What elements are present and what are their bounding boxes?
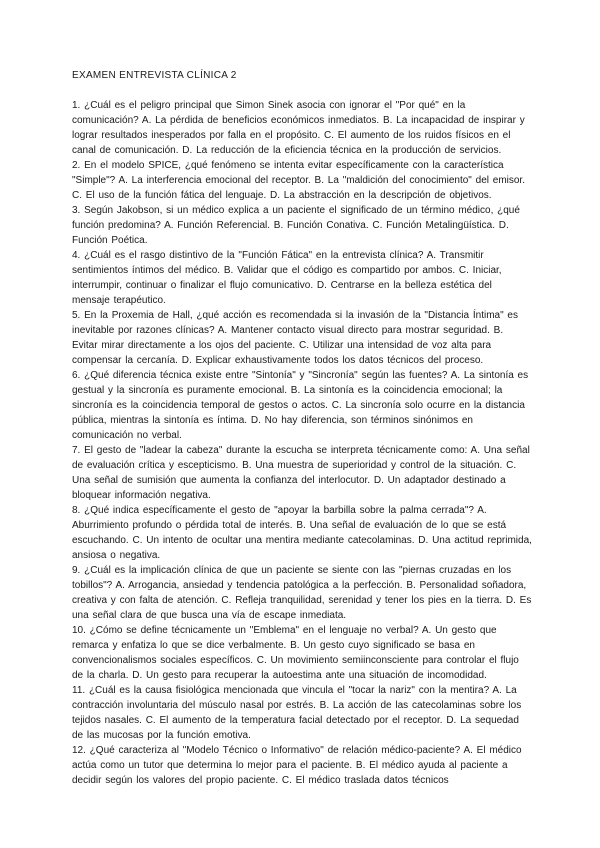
question-4: 4. ¿Cuál es el rasgo distintivo de la "Función Fática" en la entrevista clínica? A. Transmitir sentimientos íntimos del médico. B. Validar que el código es compartido por ambos. C. Iniciar, interrumpir, continuar o finalizar el flujo comunicativo. D. Centrarse en la belleza estética del mensaje terapéutico. — [72, 250, 502, 306]
question-2: 2. En el modelo SPICE, ¿qué fenómeno se intenta evitar específicamente con la característica "Simple"? A. La interferencia emocional del receptor. B. La "maldición del conocimiento" del emisor. C. El uso de la función fática del lenguaje. D. La abstracción en la descripción de objetivos. — [72, 160, 525, 201]
question-5: 5. En la Proxemia de Hall, ¿qué acción es recomendada si la invasión de la "Distancia Íntima" es inevitable por razones clínicas? A. Mantener contacto visual directo para mostrar seguridad. B. Evitar mirar directamente a los ojos del paciente. C. Utilizar una intensidad de voz alta para compensar la cercanía. D. Explicar exhaustivamente todos los datos técnicos del proceso. — [72, 310, 518, 366]
question-3: 3. Según Jakobson, si un médico explica a un paciente el significado de un término médico, ¿qué función predomina? A. Función Referencial. B. Función Conativa. C. Función Metalingüística. D. Función Poética. — [72, 205, 520, 246]
question-1: 1. ¿Cuál es el peligro principal que Simon Sinek asocia con ignorar el "Por qué" en la comunicación? A. La pérdida de beneficios económicos inmediatos. B. La incapacidad de inspirar y lograr resultados inesperados por falla en el propósito. C. El aumento de los ruidos físicos en el canal de comunicación. D. La reducción de la eficiencia técnica en la producción de servicios. — [72, 100, 525, 156]
exam-page — [72, 68, 532, 788]
question-9: 9. ¿Cuál es la implicación clínica de que un paciente se siente con las "piernas cruzadas en los tobillos"? A. Arrogancia, ansiedad y tendencia patológica a la perfección. B. Personalidad soñadora, creativa y con falta de atención. C. Refleja tranquilidad, serenidad y tener los pies en la tierra. D. Es una señal clara de que busca una vía de escape inmediata. — [72, 565, 532, 621]
question-11: 11. ¿Cuál es la causa fisiológica mencionada que vincula el "tocar la nariz" con la mentira? A. La contracción involuntaria del músculo nasal por estrés. B. La acción de las catecolaminas sobre los tejidos nasales. C. El aumento de la temperatura facial detectado por el receptor. D. La sequedad de las mucosas por la función emotiva. — [72, 685, 522, 741]
question-6: 6. ¿Qué diferencia técnica existe entre "Sintonía" y "Sincronía" según las fuentes? A. La sintonía es gestual y la sincronía es puramente emocional. B. La sintonía es la coincidencia emocional; la sincronía es la coincidencia temporal de gestos o actos. C. La sincronía solo ocurre en la distancia pública, mientras la sintonía es íntima. D. No hay diferencia, son términos sinónimos en comunicación no verbal. — [72, 370, 529, 441]
question-12: 12. ¿Qué caracteriza al "Modelo Técnico o Informativo" de relación médico-paciente? A. El médico actúa como un tutor que determina lo mejor para el paciente. B. El médico ayuda al paciente a decidir según los valores del propio paciente. C. El médico traslada datos técnicos — [72, 745, 522, 786]
document-title: EXAMEN ENTREVISTA CLÍNICA 2 — [72, 70, 237, 81]
question-10: 10. ¿Cómo se define técnicamente un "Emblema" en el lenguaje no verbal? A. Un gesto que remarca y enfatiza lo que se dice verbalmente. B. Un gesto cuyo significado se basa en convencionalismos sociales específicos. C. Un movimiento semiinconsciente para controlar el flujo de la charla. D. Un gesto para recuperar la autoestima ante una situación de incomodidad. — [72, 625, 519, 681]
question-8: 8. ¿Qué indica específicamente el gesto de "apoyar la barbilla sobre la palma cerrada"? A. Aburrimiento profundo o pérdida total de interés. B. Una señal de evaluación de lo que se está escuchando. C. Un intento de ocultar una mentira mediante catecolaminas. D. Una actitud reprimida, ansiosa o negativa. — [72, 505, 532, 561]
question-7: 7. El gesto de "ladear la cabeza" durante la escucha se interpreta técnicamente como: A. Una señal de evaluación crítica y escepticismo. B. Una muestra de superioridad y control de la situación. C. Una señal de sumisión que aumenta la confianza del interlocutor. D. Un adaptador destinado a bloquear información negativa. — [72, 445, 530, 501]
